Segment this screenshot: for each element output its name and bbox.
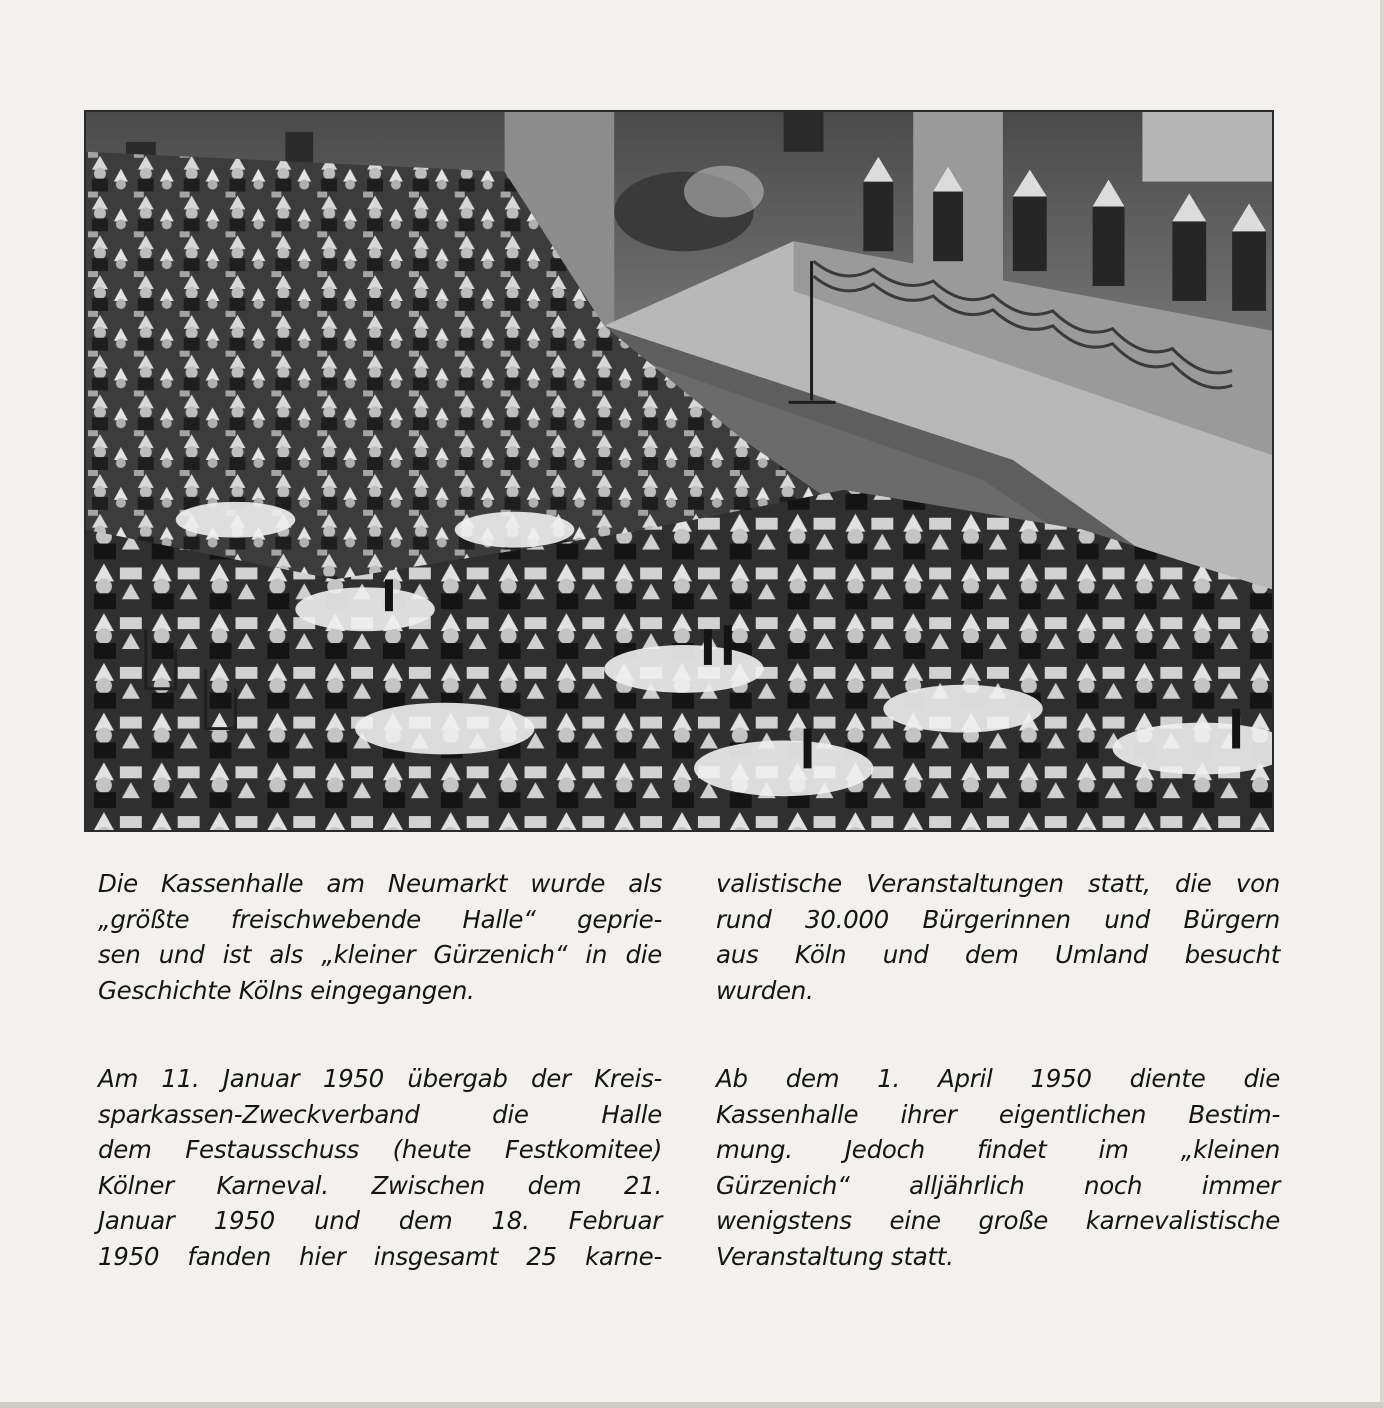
- right-column: [716, 866, 1280, 1327]
- text-line: „größte freischwebende Halle“ geprie-: [98, 904, 662, 934]
- text-line: Veranstaltung statt.: [716, 1241, 954, 1271]
- text-line: Ab dem 1. April 1950 diente die: [716, 1064, 1280, 1093]
- banquet-hall-photo: [84, 110, 1274, 832]
- caption-paragraph: [98, 866, 662, 1008]
- text-line: wenigstens eine große karnevalistische: [716, 1206, 1280, 1235]
- text-line: sparkassen-Zweckverband die Halle: [98, 1099, 662, 1129]
- text-line: Die Kassenhalle am Neumarkt wurde als: [98, 869, 662, 898]
- text-line: Kölner Karneval. Zwischen dem 21.: [98, 1170, 662, 1200]
- text-line: Geschichte Kölns eingegangen.: [98, 975, 475, 1005]
- text-line: rund 30.000 Bürgerinnen und Bürgern: [716, 904, 1280, 934]
- text-line: 1950 fanden hier insgesamt 25 karne-: [98, 1241, 662, 1271]
- body-paragraph: [98, 1061, 662, 1274]
- text-line: mung. Jedoch findet im „kleinen: [716, 1135, 1280, 1164]
- text-line: Gürzenich“ alljährlich noch immer: [716, 1170, 1280, 1200]
- text-line: wurden.: [716, 975, 814, 1005]
- body-paragraph: [716, 866, 1280, 1008]
- text-line: Januar 1950 und dem 18. Februar: [98, 1206, 662, 1235]
- text-line: valistische Veranstaltungen statt, die von: [716, 869, 1280, 898]
- body-paragraph: [716, 1061, 1280, 1274]
- text-line: dem Festausschuss (heute Festkomitee): [98, 1135, 662, 1164]
- text-line: Kassenhalle ihrer eigentlichen Bestim-: [716, 1099, 1280, 1129]
- text-line: Am 11. Januar 1950 übergab der Kreis-: [98, 1064, 662, 1093]
- left-column: [98, 866, 662, 1327]
- text-line: aus Köln und dem Umland besucht: [716, 940, 1280, 969]
- text-line: sen und ist als „kleiner Gürzenich“ in die: [98, 940, 662, 969]
